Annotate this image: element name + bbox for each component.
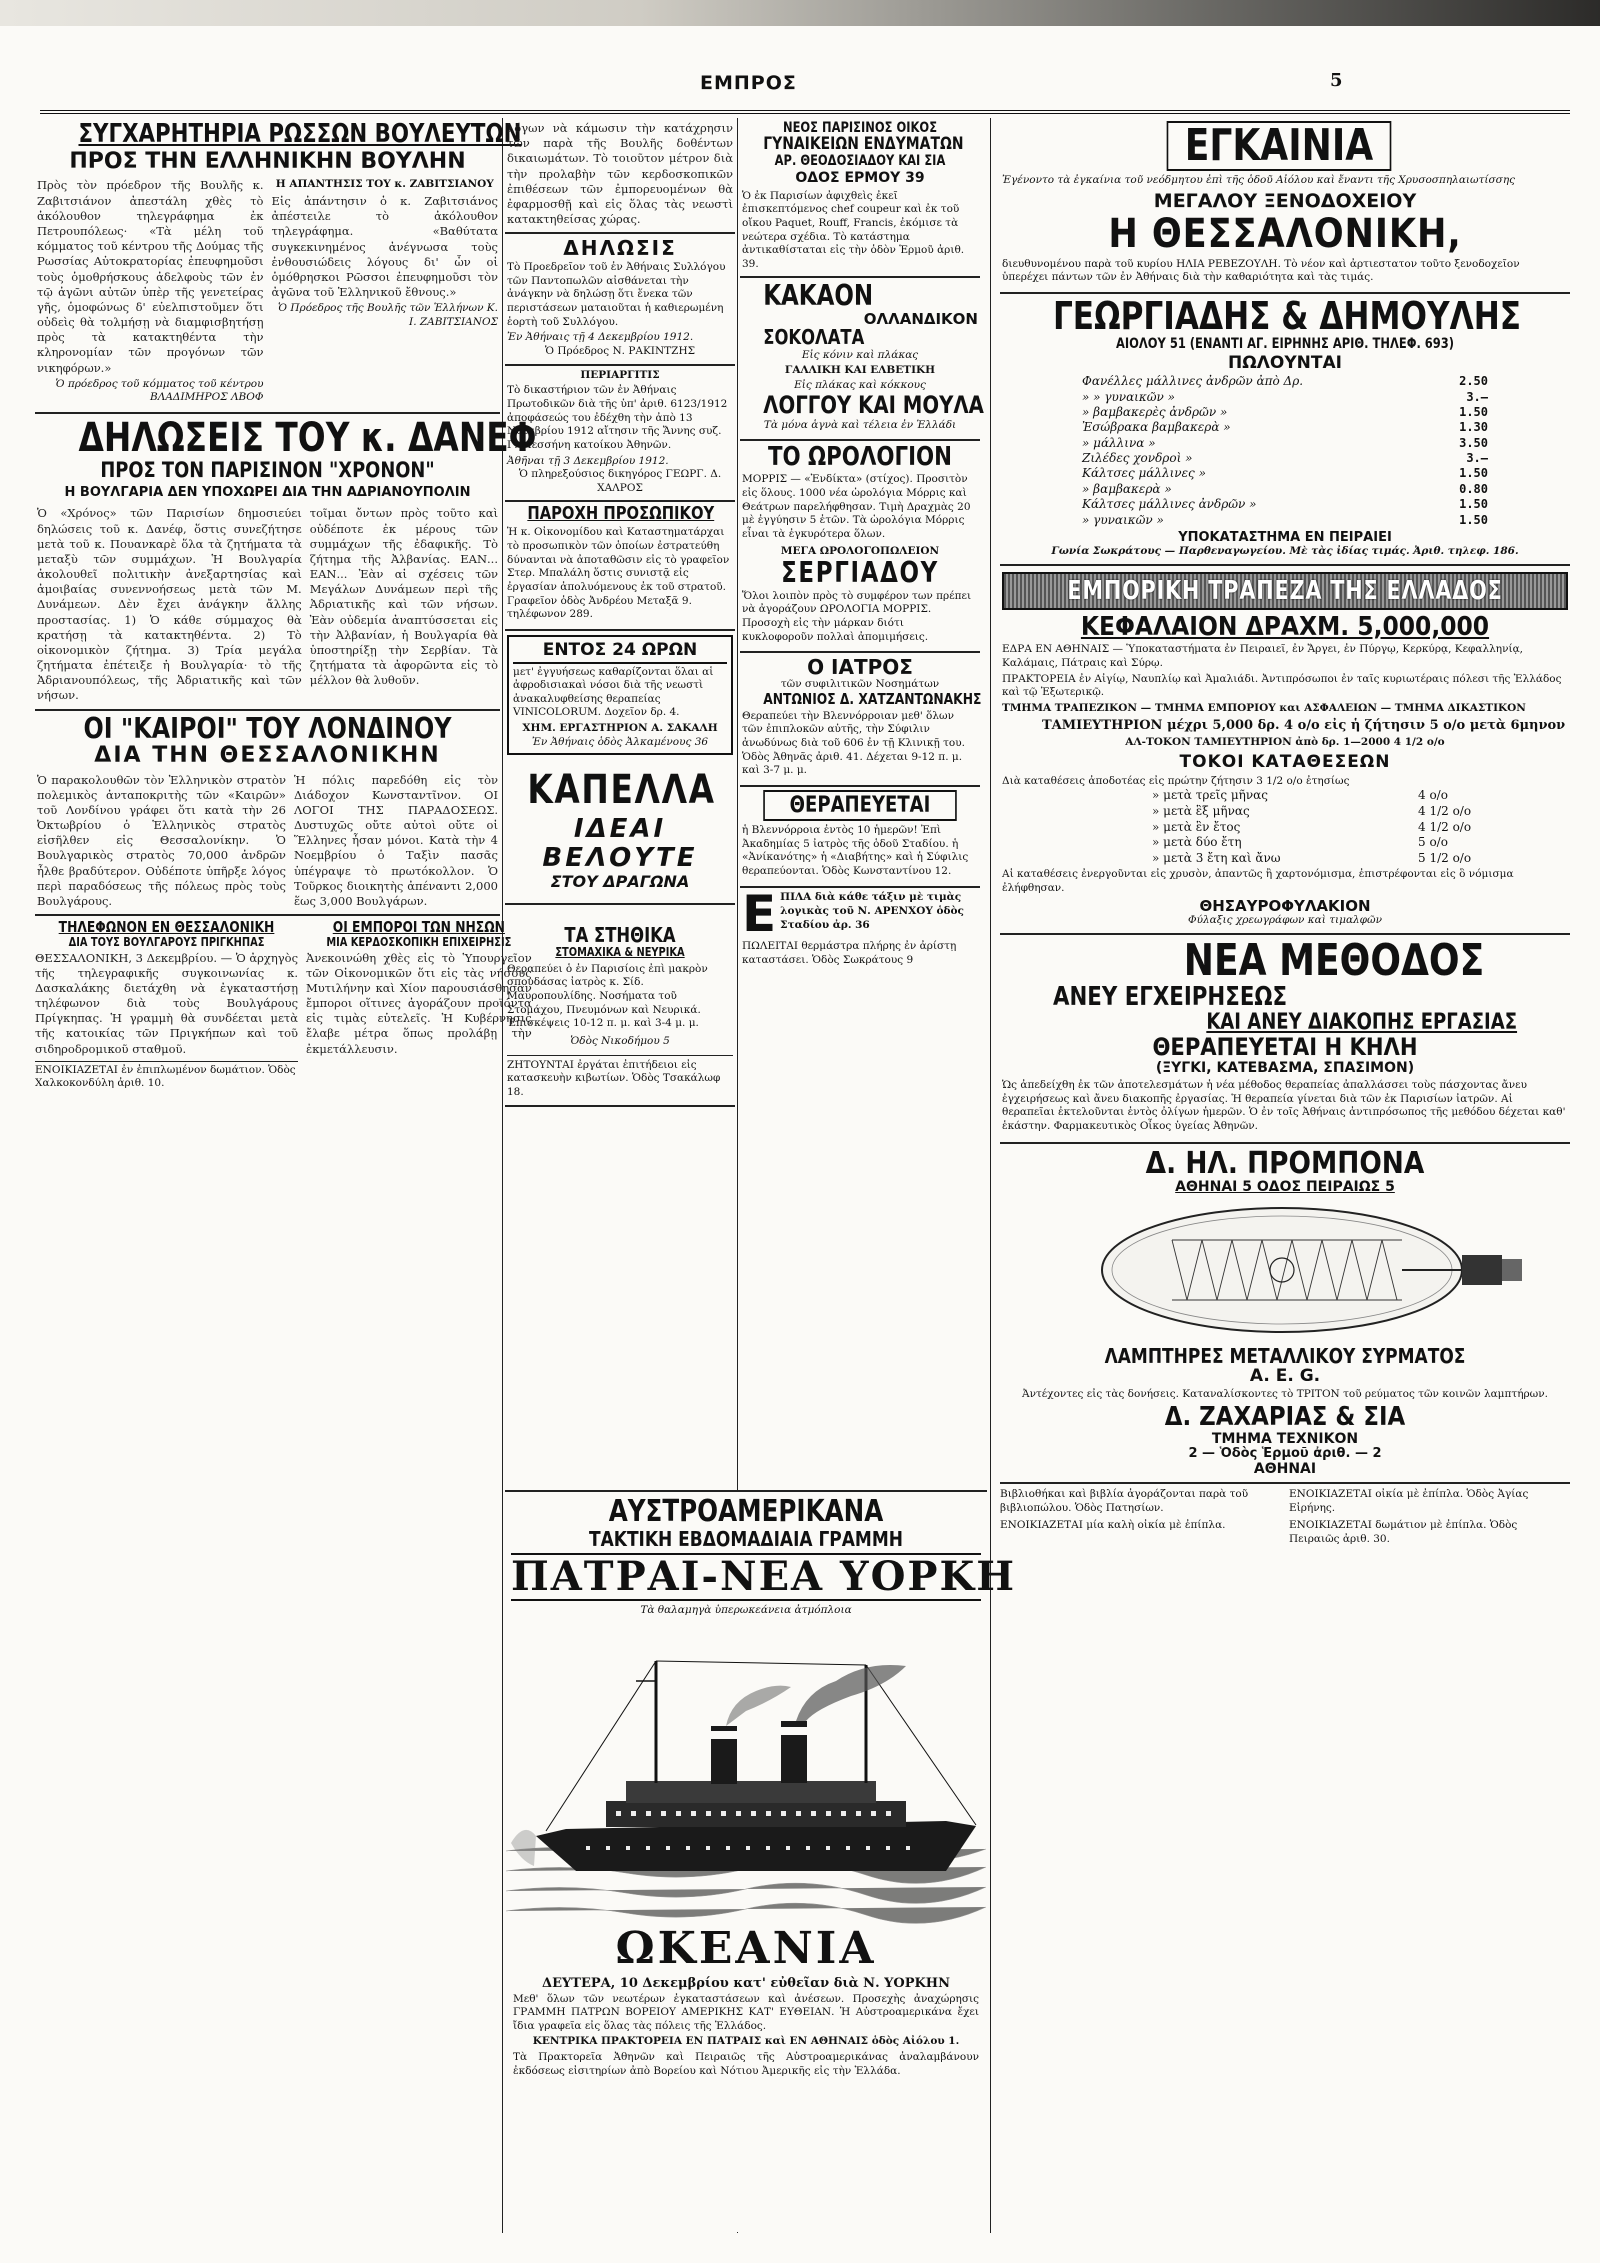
ad-headline: ΠΑΡΟΧΗ ΠΡΟΣΩΠΙΚΟΥ — [527, 503, 715, 525]
ad-staff — [505, 502, 735, 630]
ad-headline: ΑΥΣΤΡΟΑΜΕΡΙΚΑΝΑ — [608, 1494, 884, 1529]
column-rule — [990, 118, 991, 2233]
price-row — [1082, 482, 1488, 497]
classified-ad: ΕΝΟΙΚΙΑΖΕΤΑΙ οἰκία μὲ ἐπίπλα. Ὁδὸς Ἀγίας Εἰρήνης. — [1289, 1488, 1529, 1514]
ad-headline: ΓΕΩΡΓΙΑΔΗΣ & ΔΗΜΟΥΛΗΣ — [1052, 294, 1522, 338]
article-subheadline: ΠΡΟΣ ΤΗΝ ΕΛΛΗΝΙΚΗΝ ΒΟΥΛΗΝ — [69, 149, 466, 175]
ad-text: Ὁ ἐκ Παρισίων ἀφιχθεὶς ἐκεῖ ἐπισκεπτόμενος chef coupeur καὶ ἐκ τοῦ οἴκου Paquet, Rouff, Francis, ἐκόμισε τὰ νεώτερα σχέδια. Τὸ κατάστημα ἀντικαθίσταται εἰς τὴν ὁδὸν Ἑρμοῦ ἀριθ. 39. — [742, 189, 965, 270]
ad-address: 2 — Ὁδὸς Ἑρμοῦ ἀριθ. — 2 — [1188, 1446, 1382, 1462]
ad-subheadline: ΘΕΡΑΠΕΥΕΤΑΙ Η ΚΗΛΗ — [1152, 1033, 1418, 1062]
ad-24-hours — [507, 635, 733, 756]
ad-bank — [1000, 566, 1570, 935]
masthead — [0, 68, 1600, 98]
steamship-image — [506, 1621, 986, 1921]
ad-address: Ὁδὸς Νικοδήμου 5 — [570, 1034, 670, 1047]
ad-headline: ΘΕΡΑΠΕΥΕΤΑΙ — [763, 790, 957, 821]
rate-value: 5 ο/ο — [1418, 835, 1448, 850]
price-item: Κάλτσες μάλλινες ἀνδρῶν » — [1082, 497, 1257, 512]
price-item: » γυναικῶν » — [1082, 512, 1164, 527]
price-row — [1082, 466, 1488, 481]
ad-subheadline: ΓΥΝΑΙΚΕΙΩΝ ΕΝΔΥΜΑΤΩΝ — [763, 133, 964, 154]
rate-row — [1002, 788, 1568, 804]
page-number: 5 — [1330, 70, 1343, 91]
notice-signature: Ὁ Πρόεδρος Ν. ΡΑΚΙΝΤΖΗΣ — [544, 345, 696, 358]
article-subheading: Η ΑΠΑΝΤΗΣΙΣ ΤΟΥ κ. ΖΑΒΙΤΣΙΑΝΟΥ — [275, 178, 494, 191]
price-value: 1.50 — [1459, 497, 1488, 512]
ad-drop-cap: Ε — [742, 885, 777, 944]
ad-text: Ἡ κ. Οἰκονομίδου καὶ Καταστηματάρχαι τὸ προσωπικὸν τῶν ὁποίων ἐστρατεύθη δύνανται νὰ ἀποταθῶσιν εἰς τὸ γραφεῖον Στερ. Μπαλάλη ὅστις συνιστᾷ εἰς ἐργασίαν ἀπολυόμενους ἐκ τοῦ στρατοῦ. Γραφεῖον ὁδὸς Ἀνδρέου Μεταξᾶ 9. τηλέφωνον 289. — [507, 526, 730, 621]
column-4 — [1000, 118, 1570, 2233]
bank-departments: ΤΜΗΜΑ ΤΡΑΠΕΖΙΚΟΝ — ΤΜΗΜΑ ΕΜΠΟΡΙΟΥ και ΑΣΦΑΛΕΙΩΝ — ΤΜΗΜΑ ΔΙΚΑΣΤΙΚΟΝ — [1002, 701, 1526, 714]
bank-note: Αἱ καταθέσεις ἐνεργοῦνται εἰς χρυσὸν, ἀπαντῶς ἢ χαρτονόμισμα, ἐπιστρέφονται εἰς ὃ νόμισμα ἐλήφθησαν. — [1002, 868, 1514, 895]
ad-headline: ΕΜΠΟΡΙΚΗ ΤΡΑΠΕΖΑ ΤΗΣ ΕΛΛΑΔΟΣ — [1067, 575, 1503, 606]
price-row — [1082, 420, 1488, 435]
ad-headline: ΚΑΠΕΛΛΑ — [527, 767, 716, 814]
price-value: 3.50 — [1459, 435, 1488, 450]
article-subheadline: Η ΒΟΥΛΓΑΡΙΑ ΔΕΝ ΥΠΟΧΩΡΕΙ ΔΙΑ ΤΗΝ ΑΔΡΙΑΝΟΥΠΟΛΙΝ — [64, 485, 471, 501]
bank-savings-alt: ΑΛ-ΤΟΚΟΝ ΤΑΜΙΕΥΤΗΡΙΟΝ ἀπὸ δρ. 1—2000 4 1/2 ο/ο — [1125, 736, 1445, 749]
price-row — [1082, 497, 1488, 512]
ad-address: ΑΙΟΛΟΥ 51 (ΕΝΑΝΤΙ ΑΓ. ΕΙΡΗΝΗΣ ΑΡΙΘ. ΤΗΛΕΦ. 693) — [1115, 335, 1455, 352]
ad-new-method — [1000, 935, 1570, 1144]
bank-treasury: ΘΗΣΑΥΡΟΦΥΛΑΚΙΟΝ — [1199, 896, 1371, 915]
price-value: 3.— — [1466, 389, 1488, 404]
bank-agencies: ΠΡΑΚΤΟΡΕΙΑ ἐν Αἰγίῳ, Ναυπλίῳ καὶ Ἀμαλιάδι. Ἀντιπρόσωποι ἐν ταῖς κυριωτέραις πόλεσι τῆς Ἑλλάδος καὶ τῷ Ἐξωτερικῷ. — [1002, 672, 1562, 699]
bank-seat: ΕΔΡΑ ΕΝ ΑΘΗΝΑΙΣ — Ὑποκαταστήματα ἐν Πειραιεῖ, ἐν Ἄργει, ἐν Πύργῳ, Κερκύρᾳ, Κεφαλληνίᾳ, Καλάμαις, Πάτραις καὶ Σύρῳ. — [1002, 643, 1524, 670]
article-times — [35, 711, 500, 917]
ad-subheadline: ΑΝΕΥ ΕΓΧΕΙΡΗΣΕΩΣ — [1052, 982, 1288, 1013]
ad-line: Τὰ μόνα ἁγνὰ καὶ τέλεια ἐν Ἑλλάδι — [763, 419, 957, 432]
ad-route: ΠΑΤΡΑΙ-ΝΕΑ ΥΟΡΚΗ — [511, 1552, 1017, 1600]
ad-branch-address: Γωνία Σωκράτους — Παρθεναγωγείου. Μὲ τὰς ἰδίας τιμάς. Ἀριθ. τηλεφ. 186. — [1051, 545, 1519, 558]
price-row — [1082, 374, 1488, 389]
price-value: 1.30 — [1459, 420, 1488, 435]
classified-ad: ΕΝΟΙΚΙΑΖΕΤΑΙ ἐν ἐπιπλωμένον δωμάτιον. Ὁδὸς Χαλκοκονδύλη ἀριθ. 10. — [35, 1061, 298, 1091]
notice-date: Ἀθῆναι τῇ 3 Δεκεμβρίου 1912. — [507, 454, 669, 467]
classified-ad: Βιβλιοθήκαι καὶ βιβλία ἀγοράζονται παρὰ τοῦ βιβλιοπώλου. Ὁδὸς Πατησίων. — [1000, 1488, 1249, 1514]
ad-line: ΙΔΕΑΙ — [573, 814, 667, 845]
price-row — [1082, 436, 1488, 451]
rate-term: » μετὰ ἓξ μῆνας — [1152, 804, 1250, 819]
ad-hats — [505, 759, 735, 905]
ad-ship-name: ΩΚΕΑΝΙΑ — [615, 1923, 877, 1975]
ad-intro: Ἐγένοντο τὰ ἐγκαίνια τοῦ νεόδμητου ἐπὶ τῆς ὁδοῦ Αἰόλου καὶ ἔναντι τῆς Χρυσοσπηλαιωτίσσης — [1002, 174, 1516, 187]
ad-chest — [505, 905, 735, 1106]
article-text: Πρὸς τὸν πρόεδρον τῆς Βουλῆς κ. Ζαβιτσιάνον ἀπεστάλη χθὲς τὸ ἀκόλουθον τηλεγράφημα ἐκ Πετρουπόλεως· «Τὰ μέλη τοῦ κόμματος τοῦ κέντρου τῆς Δούμας τῆς Ρωσσίας Αὐτοκρατορίας ἐπευφημοῦσι τοὺς ὁμοθρήσκους ἀδελφοὺς τῶν ἐν τῷ ἀγῶνι αὐτῶν ὑπὲρ τῆς γενετείρας γῆς, ὁμοφώνως δ' εὐελπιστοῦμεν ὅτι οὐδεὶς θὰ τολμήσῃ νὰ διαμφισβητήσῃ πρὸς τὰ κατακτηθέντα τὴν κληρονομίαν τῶν προγόνων τῶν νικηφόρων.» — [37, 178, 264, 375]
rate-term: » μετὰ ἓν ἔτος — [1152, 819, 1241, 834]
classified-ad: ΠΩΛΕΙΤΑΙ θερμάστρα πλήρης ἐν ἀρίστῃ καταστάσει. Ὁδὸς Σωκράτους 9 — [742, 940, 957, 967]
ad-departure: ΔΕΥΤΕΡΑ, 10 Δεκεμβρίου κατ' εὐθεῖαν διὰ Ν. ΥΟΡΚΗΝ — [542, 1975, 950, 1991]
rate-value: 4 1/2 ο/ο — [1418, 804, 1472, 819]
ad-headline: ΤΑ ΣΤΗΘΙΚΑ — [564, 923, 676, 948]
ad-text: ἡ Βλεννόρροια ἐντὸς 10 ἡμερῶν! Ἐπὶ Ἀκαδημίας 5 ἰατρὸς τῆς ὁδοῦ Σταδίου. ἡ «Ἀνίκανότης» ἡ «Διαβήτης» καὶ ἡ Σύφιλις θεραπεύονται. Ὁδὸς Κωνσταντίνου 12. — [742, 823, 969, 877]
bank-capital: ΚΕΦΑΛΑΙΟΝ ΔΡΑΧΜ. 5,000,000 — [1080, 611, 1490, 642]
article-islands — [306, 920, 532, 1095]
bank-rates-intro: Διὰ καταθέσεις ἀποδοτέας εἰς πρώτην ζήτησιν 3 1/2 ο/ο ἐτησίως — [1002, 774, 1350, 787]
ship-illustration — [506, 1621, 986, 1921]
ad-headline: Δ. ΗΛ. ΠΡΟΜΠΟΝΑ — [1145, 1145, 1425, 1181]
ad-subheadline: τῶν συφιλιτικῶν Νοσημάτων — [780, 678, 940, 691]
rate-row — [1002, 804, 1568, 820]
rate-row — [1002, 835, 1568, 851]
ad-text: μετ' ἐγγυήσεως καθαρίζονται ὅλαι αἱ ἀφροδισιακαὶ νόσοι διὰ τῆς νεωστὶ ἀνακαλυφθείσης θεραπείας VINICOLORUM. Δοχεῖον δρ. 4. — [513, 665, 714, 719]
rate-term: » μετὰ τρεῖς μῆνας — [1152, 788, 1268, 803]
ad-lamps — [1000, 1144, 1570, 1484]
ad-clock — [740, 441, 980, 653]
notice-date: Ἐν Ἀθήναις τῇ 4 Δεκεμβρίου 1912. — [507, 331, 694, 344]
ad-georgiadis — [1000, 294, 1570, 566]
ad-headline: ΝΕΟΣ ΠΑΡΙΣΙΝΟΣ ΟΙΚΟΣ — [782, 120, 938, 136]
ad-brand: A. E. G. — [1249, 1366, 1321, 1387]
rate-term: » μετὰ 3 ἔτη καὶ ἄνω — [1152, 850, 1281, 865]
column-1 — [35, 118, 537, 2233]
ad-street: ΟΔΟΣ ΕΡΜΟΥ 39 — [795, 170, 925, 187]
ad-name: ΑΡ. ΘΕΟΔΟΣΙΑΔΟΥ ΚΑΙ ΣΙΑ — [774, 152, 946, 169]
ad-text: ΠΙΛΑ διὰ κάθε τάξιν μὲ τιμὰς λογικὰς τοῦ Ν. ΑΡΕΝΧΟΥ ὁδὸς Σταδίου ἀρ. 36 — [780, 891, 964, 931]
ad-line: Τὰ θαλαμηγὰ ὑπερωκεάνεια ἀτμόπλοια — [640, 1603, 852, 1616]
ad-headline: ΕΝΤΟΣ 24 ΩΡΩΝ — [513, 641, 727, 664]
price-value: 3.— — [1466, 451, 1488, 466]
article-text: τοῖμαι ὄντων πρὸς τοῦτο καὶ οὐδέποτε ἐκ μέρους τῶν συμμάχων τῆς ἐδαφικῆς. Τὸ ζήτημα τῆς Ἀλβανίας. ΕΑΝ... ΕΑΝ... Ἐὰν αἱ σχέσεις τῶν Μεγάλων Δυνάμεων περὶ τῆς Ἀδριατικῆς καὶ τῶν νήσων. Ἐὰν οὐδεμία ἀναπτύσσεται εἰς τὴν Ἀλβανίαν, ἡ Βουλγαρία θὰ ὑποστηρίξῃ τὴν Σερβίαν. Τὰ ζητήματα τὰ ἀφορῶντα εἰς τὸ μέλλον θὰ λυθοῦν. — [309, 506, 498, 688]
ad-line: ΓΑΛΛΙΚΗ ΚΑΙ ΕΛΒΕΤΙΚΗ — [784, 363, 936, 376]
ad-text: Θεραπεύει ὁ ἐν Παρισίοις ἐπὶ μακρὸν σπουδάσας ἰατρὸς κ. Σίδ. Μαυροπουλίδης. Νοσήματα τοῦ Στομάχου, Πνευμόνων καὶ Νευρικά. Ἐπισκέψεις 10-12 π. μ. καὶ 3-4 μ. μ. — [507, 962, 708, 1030]
ad-headline: ΕΓΚΑΙΝΙΑ — [1167, 121, 1392, 171]
article-headline: ΣΥΓΧΑΡΗΤΗΡΙΑ ΡΩΣΣΩΝ ΒΟΥΛΕΥΤΩΝ — [78, 119, 522, 149]
rate-value: 4 ο/ο — [1418, 788, 1448, 803]
rate-row — [1002, 820, 1568, 836]
ad-subheadline: ΤΑΚΤΙΚΗ ΕΒΔΟΜΑΔΙΑΙΑ ΓΡΑΜΜΗ — [589, 1526, 903, 1551]
ad-text: Μεθ' ὅλων τῶν νεωτέρων ἐγκαταστάσεων καὶ ἀνέσεων. Προσεχὴς ἀναχώρησις ΓΡΑΜΜΗ ΠΑΤΡΩΝ ΒΟΡΕΙΟΥ ΑΜΕΡΙΚΗΣ ΚΑΤ' ΕΥΘΕΙΑΝ. Ἡ Αὐστροαμερικάνα ἔχει ἴδια γραφεῖα εἰς ὅλας τὰς πόλεις τῆς Ἑλλάδος. — [513, 1992, 979, 2032]
ad-headline: ΤΟ ΩΡΟΛΟΓΙΟΝ — [767, 442, 953, 473]
bank-savings: ΤΑΜΙΕΥΤΗΡΙΟΝ μέχρι 5,000 δρ. 4 ο/ο εἰς ἡ ζήτησιν 5 ο/ο μετὰ 6μηνον — [1042, 717, 1566, 733]
price-value: 1.50 — [1459, 512, 1488, 527]
ad-hotel-name: Η ΘΕΣΣΑΛΟΝΙΚΗ, — [1108, 210, 1462, 257]
price-row — [1082, 390, 1488, 405]
ad-agencies: ΚΕΝΤΡΙΚΑ ΠΡΑΚΤΟΡΕΙΑ ΕΝ ΠΑΤΡΑΙΣ καὶ ΕΝ ΑΘΗΝΑΙΣ ὁδὸς Αἰόλου 1. — [532, 2035, 960, 2048]
ad-line: Εἰς πλάκας καὶ κόκκους — [794, 378, 926, 391]
notice-headline: ΔΗΛΩΣΙΣ — [563, 236, 677, 261]
price-list — [1002, 374, 1568, 528]
ad-seller: Δ. ΖΑΧΑΡΙΑΣ & ΣΙΑ — [1164, 1402, 1406, 1433]
price-item: Φανέλλες μάλλινες ἀνδρῶν ἀπὸ Δρ. — [1082, 374, 1304, 389]
notice-signature: Ὁ πληρεξούσιος δικηγόρος ΓΕΩΡΓ. Δ. ΧΑΛΡΟΣ — [518, 468, 722, 494]
classified-ad: ΖΗΤΟΥΝΤΑΙ ἐργάται ἐπιτήδειοι εἰς κατασκευὴν κιβωτίων. Ὁδὸς Τσακάλωφ 18. — [507, 1055, 733, 1100]
ad-hats-shop — [740, 885, 980, 975]
ad-subheadline: ΜΕΓΑΛΟΥ ΞΕΝΟΔΟΧΕΙΟΥ — [1153, 189, 1417, 212]
notice-text: Τὸ δικαστήριον τῶν ἐν Ἀθήναις Πρωτοδικῶν διὰ τῆς ὑπ' ἀριθ. 6123/1912 ἀποφάσεώς του ἐδέχθη τὴν ἀπὸ 13 Νοεμβρίου 1912 αἴτησιν τῆς Ἄννης συζ. Γ. Μεσσήνη κατοίκου Ἀθηνῶν. — [507, 384, 728, 451]
ad-footer: Τὰ Πρακτορεῖα Ἀθηνῶν καὶ Πειραιῶς τῆς Αὐστροαμερικάνας ἀναλαμβάνουν ἐκδόσεως εἰσιτηρίων ἀπὸ Βορείου καὶ Νότιου Ἀμερικῆς εἰς τὴν Ἑλλάδα. — [513, 2051, 979, 2077]
notice-text: Τὸ Προεδρεῖον τοῦ ἐν Ἀθήναις Συλλόγου τῶν Παντοπωλῶν αἰσθάνεται τὴν ἀνάγκην νὰ δηλώσῃ ὅτι ἕνεκα τῶν περιστάσεων ματαιοῦται ἡ καθιερωμένη ἑορτὴ τοῦ Συλλόγου. — [507, 261, 726, 328]
notice-delosis — [505, 234, 735, 365]
ad-address: Ἐν Ἀθήναις ὁδὸς Ἀλκαμένους 36 — [531, 735, 709, 748]
ad-cure — [740, 787, 980, 889]
light-bulb-image — [1002, 1195, 1562, 1345]
ad-text: Ὅλοι λοιπὸν πρὸς τὸ συμφέρον των πρέπει νὰ ἀγοράζουν ΩΡΟΛΟΓΙΑ ΜΟΡΡΙΣ. Προσοχὴ εἰς τὴν μάρκαν διότι κυκλοφοροῦν πολλαὶ ἀπομιμήσεις. — [742, 589, 972, 643]
scan-edge — [0, 0, 1600, 26]
article-headline: ΟΙ ΕΜΠΟΡΟΙ ΤΩΝ ΝΗΣΩΝ — [332, 918, 505, 937]
article-subheadline: ΜΙΑ ΚΕΡΔΟΣΚΟΠΙΚΗ ΕΠΙΧΕΙΡΗΣΙΣ — [326, 934, 512, 949]
ad-lab: ΧΗΜ. ΕΡΓΑΣΤΗΡΙΟΝ Α. ΣΑΚΑΛΗ — [522, 722, 718, 735]
rate-value: 5 1/2 ο/ο — [1418, 850, 1472, 865]
ad-headline: Ο ΙΑΤΡΟΣ — [807, 655, 913, 680]
bank-banner — [1002, 572, 1568, 610]
price-value: 1.50 — [1459, 404, 1488, 419]
bottom-articles — [35, 916, 532, 1095]
notice-headline: ΠΕΡΙΑΡΓΙΤΙΣ — [580, 368, 660, 381]
price-item: » βαμβακερὲς ἀνδρῶν » — [1082, 404, 1228, 419]
price-item: Ζιλέδες χονδροὶ » — [1082, 451, 1193, 466]
article-subheadline: ΔΙΑ ΤΗΝ ΘΕΣΣΑΛΟΝΙΚΗΝ — [94, 743, 441, 769]
price-item: Ἐσώβρακα βαμβακερὰ » — [1082, 420, 1231, 435]
article-text: Ὁ παρακολουθῶν τὸν Ἑλληνικὸν στρατὸν πολεμικὸς ἀνταποκριτὴς τῶν «Καιρῶν» τοῦ Λονδίνου γράφει ὅτι κατὰ τὴν 26 Ὀκτωβρίου ὁ Ἑλληνικὸς στρατὸς εἰσῆλθεν εἰς Θεσσαλονίκην. Ὁ Βουλγαρικὸς στρατὸς 70,000 ἀνδρῶν ἦλθε βραδύτερον. Οὐδέποτε ὑπῆρξε λόγος περὶ παραδόσεως τῆς πόλεως πρὸς τοὺς Βουλγάρους. — [37, 772, 286, 908]
rate-list — [1002, 788, 1568, 866]
ad-subheadline: ΣΤΟΜΑΧΙΚΑ & ΝΕΥΡΙΚΑ — [555, 945, 685, 960]
ad-brand: ΣΕΡΓΙΑΔΟΥ — [781, 556, 939, 590]
masthead-rule — [40, 110, 1570, 114]
ad-text: διευθυνομένου παρὰ τοῦ κυρίου ΗΛΙΑ ΡΕΒΕΖΟΥΛΗ. Τὸ νέον καὶ ἀρτιεστατον τοῦτο ξενοδοχεῖον ὑπερέχει πάντων τῶν ἐν Ἀθήναις διὰ τὴν καθαριότητα καὶ τὰς τιμάς. — [1002, 257, 1520, 284]
classifieds — [1000, 1484, 1570, 1547]
ad-subheadline: ΛΑΜΠΤΗΡΕΣ ΜΕΤΑΛΛΙΚΟΥ ΣΥΡΜΑΤΟΣ — [1104, 1344, 1466, 1369]
article-text: Ὁ «Χρόνος» τῶν Παρισίων δημοσιεύει δηλώσεις τοῦ κ. Δανέφ, ὅστις συνεζήτησε μετὰ τοῦ κ. Πουανκαρὲ ὅλα τὰ ζητήματα τὰ μεταξὺ τῶν συμμάχων. Ἡ Βουλγαρία ἀκολουθεῖ πολιτικὴν ἀνεξαρτησίας καὶ ἀμοιβαίας συνεννοήσεως μετὰ τῶν Μ. Δυνάμεων. Δὲν ἔχει ἀνάγκην ἄλλης προστασίας. 1) Ὁ κάθε σύμμαχος θὰ κρατήσῃ τὰ κατακτηθέντα. 2) Τὸ οἰκονομικὸν ζήτημα. 3) Τρία μεγάλα ζητήματα ἐπέτειξε ἡ Βουλγαρία· τὸ τῆς Ἀδριανουπόλεως, τῆς Ἀδριατικῆς καὶ τῶν νήσων. — [37, 506, 302, 703]
ad-text: Ἀντέχοντες εἰς τὰς δονήσεις. Καταναλίσκοντες τὸ ΤΡΙΤΟΝ τοῦ ρεύματος τῶν κοινῶν λαμπτήρων. — [1022, 1387, 1548, 1400]
ad-line: Εἰς κόνιν καὶ πλάκας — [801, 349, 919, 362]
ad-text: Ὡς ἀπεδείχθη ἐκ τῶν ἀποτελεσμάτων ἡ νέα μέθοδος θεραπείας ἀπαλλάσσει τοὺς πάσχοντας ἄνευ ἐγχειρήσεως καὶ ἄνευ διακοπῆς ἐργασίας. Ἡ θεραπεία γίνεται διὰ τῶν ἐκ Παρισίων ἰατρῶν. Αἱ θεραπεῖαι ἐκτελοῦνται ἐντὸς ὀλίγων ἡμερῶν. Ὁ ἐν τοῖς Ἀθήναις ἀντιπρόσωπος τῆς μεθόδου δέχεται καθ' ἑκάστην. Φαρμακευτικὸς Οἶκος ὑγείας Ἀθηνῶν. — [1002, 1079, 1566, 1133]
price-item: » » γυναικῶν » — [1082, 389, 1175, 404]
article-congratulations — [35, 118, 522, 414]
ad-line: ΒΕΛΟΥΤΕ — [542, 842, 698, 873]
ad-subheadline: ΟΛΛΑΝΔΙΚΟΝ — [863, 309, 978, 328]
price-value: 0.80 — [1459, 481, 1488, 496]
price-row — [1082, 513, 1488, 528]
bank-treasury-text: Φύλαξις χρεωγράφων καὶ τιμαλφῶν — [1188, 914, 1382, 927]
article-subheadline: ΔΙΑ ΤΟΥΣ ΒΟΥΛΓΑΡΟΥΣ ΠΡΙΓΚΗΠΑΣ — [68, 934, 265, 949]
article-subheadline: ΠΡΟΣ ΤΟΝ ΠΑΡΙΣΙΝΟΝ "ΧΡΟΝΟΝ" — [100, 458, 435, 482]
ad-subheadline: (ΞΥΓΚΙ, ΚΑΤΕΒΑΣΜΑ, ΣΠΑΣΙΜΟΝ) — [1155, 1059, 1415, 1076]
ad-subheadline: ΣΟΚΟΛΑΤΑ — [763, 325, 865, 350]
article-headline: ΤΗΛΕΦΩΝΟΝ ΕΝ ΘΕΣΣΑΛΟΝΙΚΗ — [58, 918, 275, 937]
article-text: Εἰς ἀπάντησιν ὁ κ. Ζαβιτσιάνος ἀπέστειλε τὸ ἀκόλουθον τηλεγράφημα. «Βαθύτατα συγκεκινημένος ἀνέγνωσα τοὺς ἐνθουσιώδεις λόγους δι' ὧν οἱ ὁμόθρησκοι Ρῶσσοι ἐπευφημοῦσι τὸν ἀγῶνα τοῦ Ἑλληνικοῦ ἔθνους.» — [271, 194, 498, 300]
price-row — [1082, 451, 1488, 466]
article-headline: ΔΗΛΩΣΕΙΣ ΤΟΥ κ. ΔΑΝΕΦ — [78, 415, 537, 461]
ad-subheadline: ΠΩΛΟΥΝΤΑΙ — [1228, 352, 1342, 373]
price-item: » βαμβακερὰ » — [1082, 481, 1172, 496]
price-item: » μάλλινα » — [1082, 435, 1156, 450]
ad-headline: ΚΑΚΑΟΝ — [763, 279, 874, 313]
ad-line: ΣΤΟΥ ΔΡΑΓΩΝΑ — [550, 871, 690, 891]
bank-rates-head: ΤΟΚΟΙ ΚΑΤΑΘΕΣΕΩΝ — [1179, 752, 1391, 773]
ad-address: ΑΘΗΝΑΙ 5 ΟΔΟΣ ΠΕΙΡΑΙΩΣ 5 — [1175, 1178, 1395, 1195]
ad-cocoa — [740, 278, 984, 441]
ad-doctor — [740, 653, 980, 787]
ad-text: Θεραπεύει τὴν Βλεννόρροιαν μεθ' ὅλων τῶν ἐπιπλοκῶν αὐτῆς, τὴν Σύφιλιν ἀνωδύνως διὰ τοῦ 606 ἐν τῇ Κλινικῇ του. Ὁδὸς Ἀθηνᾶς ἀριθ. 41. Δέχεται 9-12 π. μ. καὶ 3-7 μ. μ. — [742, 709, 965, 777]
article-danef — [35, 414, 537, 711]
ad-brand: ΛΟΓΓΟΥ ΚΑΙ ΜΟΥΛΑ — [763, 391, 984, 420]
article-text: Ἡ πόλις παρεδόθη εἰς τὸν Διάδοχον Κωνσταντῖνον. ΟΙ ΛΟΓΟΙ ΤΗΣ ΠΑΡΑΔΟΣΕΩΣ. Δυστυχῶς οὔτε αὐτοὶ οὔτε οἱ Ἕλληνες ἦσαν μόνοι. Κατὰ τὴν 4 Νοεμβρίου ὁ Ταξὶν πασᾶς ὑπέγραψε τὸ πρωτόκολλον. Ὁ Τοῦρκος διοικητὴς ἀπέναντι 2,000 ἕως 3,000 Βουλγάρων. — [293, 772, 498, 908]
price-row — [1082, 405, 1488, 420]
article-signature: Ὁ Πρόεδρος τῆς Βουλῆς τῶν Ἑλλήνων Κ. Ι. ΖΑΒΙΤΣΙΑΝΟΣ — [278, 302, 498, 328]
ad-city: ΑΘΗΝΑΙ — [1253, 1460, 1317, 1477]
rate-term: » μετὰ δύο ἔτη — [1152, 835, 1242, 850]
ad-subheadline: ΚΑΙ ΑΝΕΥ ΔΙΑΚΟΠΗΣ ΕΡΓΑΣΙΑΣ — [1206, 1010, 1518, 1036]
ad-hotel — [1000, 118, 1570, 294]
ad-austroamericana — [505, 1490, 1017, 2232]
price-item: Κάλτσες μάλλινες » — [1082, 466, 1206, 481]
ad-branch: ΥΠΟΚΑΤΑΣΤΗΜΑ ΕΝ ΠΕΙΡΑΙΕΙ — [1178, 529, 1392, 545]
ad-name: ΑΝΤΩΝΙΟΣ Δ. ΧΑΤΖΑΝΤΩΝΑΚΗΣ — [763, 689, 982, 708]
article-text: ΘΕΣΣΑΛΟΝΙΚΗ, 3 Δεκεμβρίου. — Ὁ ἀρχηγὸς τῆς τηλεγραφικῆς συγκοινωνίας κ. Δασκαλάκης διετάχθη νὰ ἐγκαταστήσῃ τηλέφωνον διὰ τοὺς Βουλγάρους Πρίγκηπας. Ἡ γραμμὴ θὰ συνδέεται μετὰ τῆς κατοικίας τῶν Πριγκήπων καὶ τοῦ σιδηροδρομικοῦ σταθμοῦ. — [35, 950, 299, 1056]
ad-headline: ΝΕΑ ΜΕΘΟΔΟΣ — [1183, 934, 1485, 986]
ad-text: ΜΟΡΡΙΣ — «Ἐνδίκτα» (στίχος). Προσιτὸν εἰς ὅλους. 1000 νέα ὡρολόγια Μόρρις καὶ Θεάτρων παρελήφθησαν. Τιμὴ Δραχμὰς 20 μὲ ἐγγύησιν 5 ἐτῶν. Τὰ ὡρολόγια Μόρρις εἶναι τὰ ἐγκυρότερα ὅλων. — [742, 473, 971, 540]
newspaper-title: ΕΜΠΡΟΣ — [700, 72, 797, 94]
article-headline: ΟΙ "ΚΑΙΡΟΙ" ΤΟΥ ΛΟΝΔΙΝΟΥ — [83, 711, 452, 745]
rate-value: 4 1/2 ο/ο — [1418, 819, 1472, 834]
ad-line: ΜΕΓΑ ΩΡΟΛΟΓΟΠΩΛΕΙΟΝ — [780, 544, 940, 557]
classified-ad: ΕΝΟΙΚΙΑΖΕΤΑΙ δωμάτιον μὲ ἐπίπλα. Ὁδὸς Πειραιῶς ἀριθ. 30. — [1289, 1519, 1518, 1546]
article-text: λόγων νὰ κάμωσιν τὴν κατάχρησιν τῶν παρὰ τῆς Βουλῆς δοθέντων δικαιωμάτων. Τὸ τοιοῦτον μέτρον διὰ τὴν προλαβὴν τῶν κερδοσκοπικῶν ἐπιθέσεων τῶν ἐμπορευομένων θὰ ἐφαρμοσθῇ καὶ εἰς ὅλας τὰς νεωστὶ κατακτηθείσας χώρας. — [507, 121, 733, 227]
price-value: 1.50 — [1459, 466, 1488, 481]
price-value: 2.50 — [1459, 374, 1488, 389]
article-telephone — [35, 920, 298, 1095]
article-continued — [505, 118, 735, 234]
article-signature: Ὁ πρόεδρος τοῦ κόμματος τοῦ κέντρου ΒΛΑΔΙΜΗΡΟΣ ΛΒΟΦ — [55, 377, 264, 404]
notice-court — [505, 366, 735, 503]
rate-row — [1002, 851, 1568, 867]
ad-dept: ΤΜΗΜΑ ΤΕΧΝΙΚΟΝ — [1211, 1431, 1359, 1448]
classified-ad: ΕΝΟΙΚΙΑΖΕΤΑΙ μία καλὴ οἰκία μὲ ἐπίπλα. — [1000, 1519, 1226, 1532]
ad-fashion — [740, 118, 980, 278]
article-text: Ἀνεκοινώθη χθὲς εἰς τὸ Ὑπουργεῖον τῶν Οἰκονομικῶν ὅτι εἰς τὰς νήσους Μυτιλήνην καὶ Χίον παρουσιάσθησαν ἔμποροι οἵτινες ἀγοράζουν προϊόντα εἰς τιμὰς εὐτελεῖς. Ἡ Κυβέρνησις ἔλαβε μέτρα ὅπως προλάβῃ τὴν ἐκμετάλλευσιν. — [306, 950, 532, 1056]
